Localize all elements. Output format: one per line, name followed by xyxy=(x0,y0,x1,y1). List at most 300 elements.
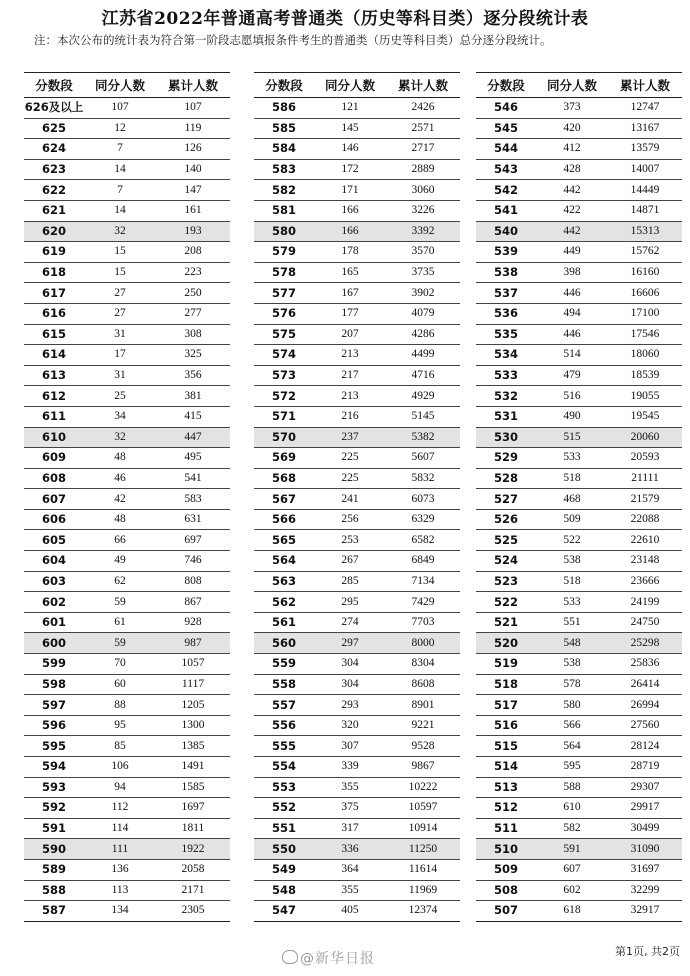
score-cell: 618 xyxy=(24,262,84,283)
cumulative-cell: 11969 xyxy=(386,880,460,901)
score-cell: 596 xyxy=(24,715,84,736)
cumulative-cell: 16606 xyxy=(608,283,682,304)
cumulative-cell: 1205 xyxy=(156,695,230,716)
cumulative-cell: 8304 xyxy=(386,654,460,675)
score-table-2 xyxy=(254,72,460,922)
same-count-cell: 442 xyxy=(536,180,608,201)
score-cell: 616 xyxy=(24,303,84,324)
same-count-cell: 166 xyxy=(314,200,386,221)
table-row xyxy=(476,612,682,633)
header-score: 分数段 xyxy=(254,73,314,98)
cumulative-cell: 19055 xyxy=(608,386,682,407)
header-score: 分数段 xyxy=(24,73,84,98)
same-count-cell: 267 xyxy=(314,551,386,572)
score-cell: 539 xyxy=(476,242,536,263)
cumulative-cell: 193 xyxy=(156,221,230,242)
table-row xyxy=(254,633,460,654)
score-cell: 570 xyxy=(254,427,314,448)
cumulative-cell: 30499 xyxy=(608,818,682,839)
cumulative-cell: 11614 xyxy=(386,859,460,880)
cumulative-cell: 3392 xyxy=(386,221,460,242)
cumulative-cell: 22610 xyxy=(608,530,682,551)
page-title: 江苏省2022年普通高考普通类（历史等科目类）逐分段统计表 xyxy=(101,9,589,29)
same-count-cell: 582 xyxy=(536,818,608,839)
same-count-cell: 134 xyxy=(84,901,156,922)
table-row xyxy=(254,880,460,901)
table-row xyxy=(24,612,230,633)
score-table-1 xyxy=(24,72,230,922)
table-row xyxy=(254,551,460,572)
cumulative-cell: 928 xyxy=(156,612,230,633)
same-count-cell: 48 xyxy=(84,509,156,530)
table-row xyxy=(254,468,460,489)
same-count-cell: 62 xyxy=(84,571,156,592)
same-count-cell: 177 xyxy=(314,303,386,324)
same-count-cell: 373 xyxy=(536,98,608,119)
same-count-cell: 167 xyxy=(314,283,386,304)
same-count-cell: 602 xyxy=(536,880,608,901)
score-cell: 623 xyxy=(24,159,84,180)
same-count-cell: 516 xyxy=(536,386,608,407)
table-row xyxy=(24,551,230,572)
same-count-cell: 285 xyxy=(314,571,386,592)
table-row xyxy=(24,798,230,819)
cumulative-cell: 2171 xyxy=(156,880,230,901)
cumulative-cell: 17100 xyxy=(608,303,682,324)
same-count-cell: 12 xyxy=(84,118,156,139)
cumulative-cell: 5382 xyxy=(386,427,460,448)
same-count-cell: 578 xyxy=(536,674,608,695)
table-row xyxy=(476,633,682,654)
score-cell: 566 xyxy=(254,509,314,530)
score-cell: 549 xyxy=(254,859,314,880)
same-count-cell: 490 xyxy=(536,406,608,427)
same-count-cell: 293 xyxy=(314,695,386,716)
table-row xyxy=(476,880,682,901)
table-row xyxy=(254,365,460,386)
score-cell: 558 xyxy=(254,674,314,695)
score-cell: 606 xyxy=(24,509,84,530)
score-cell: 624 xyxy=(24,139,84,160)
cumulative-cell: 25836 xyxy=(608,654,682,675)
table-row xyxy=(476,406,682,427)
score-cell: 522 xyxy=(476,592,536,613)
watermark: @新华日报 xyxy=(300,951,375,967)
score-cell: 551 xyxy=(254,818,314,839)
same-count-cell: 355 xyxy=(314,777,386,798)
score-cell: 515 xyxy=(476,736,536,757)
cumulative-cell: 8901 xyxy=(386,695,460,716)
cumulative-cell: 697 xyxy=(156,530,230,551)
score-cell: 622 xyxy=(24,180,84,201)
table-row xyxy=(476,139,682,160)
score-cell: 528 xyxy=(476,468,536,489)
table-row xyxy=(254,427,460,448)
table-row xyxy=(476,98,682,119)
cumulative-cell: 2058 xyxy=(156,859,230,880)
table-row xyxy=(24,571,230,592)
same-count-cell: 595 xyxy=(536,757,608,778)
cumulative-cell: 25298 xyxy=(608,633,682,654)
same-count-cell: 618 xyxy=(536,901,608,922)
score-cell: 512 xyxy=(476,798,536,819)
same-count-cell: 216 xyxy=(314,406,386,427)
same-count-cell: 114 xyxy=(84,818,156,839)
header-cumulative: 累计人数 xyxy=(608,73,682,98)
table-row xyxy=(476,283,682,304)
score-cell: 603 xyxy=(24,571,84,592)
table-row xyxy=(476,551,682,572)
same-count-cell: 533 xyxy=(536,448,608,469)
cumulative-cell: 8000 xyxy=(386,633,460,654)
score-cell: 591 xyxy=(24,818,84,839)
same-count-cell: 428 xyxy=(536,159,608,180)
table-row xyxy=(254,530,460,551)
same-count-cell: 580 xyxy=(536,695,608,716)
score-cell: 607 xyxy=(24,489,84,510)
score-cell: 559 xyxy=(254,654,314,675)
table-row xyxy=(24,139,230,160)
score-cell: 520 xyxy=(476,633,536,654)
same-count-cell: 32 xyxy=(84,221,156,242)
same-count-cell: 14 xyxy=(84,159,156,180)
score-cell: 542 xyxy=(476,180,536,201)
same-count-cell: 60 xyxy=(84,674,156,695)
cumulative-cell: 5607 xyxy=(386,448,460,469)
same-count-cell: 307 xyxy=(314,736,386,757)
table-row xyxy=(254,303,460,324)
table-row xyxy=(476,695,682,716)
cumulative-cell: 14007 xyxy=(608,159,682,180)
cumulative-cell: 9867 xyxy=(386,757,460,778)
same-count-cell: 61 xyxy=(84,612,156,633)
same-count-cell: 295 xyxy=(314,592,386,613)
score-cell: 609 xyxy=(24,448,84,469)
cumulative-cell: 32299 xyxy=(608,880,682,901)
same-count-cell: 17 xyxy=(84,345,156,366)
cumulative-cell: 1057 xyxy=(156,654,230,675)
score-cell: 564 xyxy=(254,551,314,572)
score-cell: 544 xyxy=(476,139,536,160)
cumulative-cell: 12747 xyxy=(608,98,682,119)
score-cell: 545 xyxy=(476,118,536,139)
same-count-cell: 7 xyxy=(84,139,156,160)
table-row xyxy=(254,283,460,304)
table-row xyxy=(476,159,682,180)
same-count-cell: 207 xyxy=(314,324,386,345)
cumulative-cell: 31697 xyxy=(608,859,682,880)
cumulative-cell: 12374 xyxy=(386,901,460,922)
table-row xyxy=(476,200,682,221)
same-count-cell: 564 xyxy=(536,736,608,757)
score-cell: 613 xyxy=(24,365,84,386)
score-cell: 510 xyxy=(476,839,536,860)
same-count-cell: 32 xyxy=(84,427,156,448)
table-row xyxy=(24,839,230,860)
same-count-cell: 588 xyxy=(536,777,608,798)
cumulative-cell: 28719 xyxy=(608,757,682,778)
score-cell: 573 xyxy=(254,365,314,386)
cumulative-cell: 6329 xyxy=(386,509,460,530)
table-row xyxy=(476,262,682,283)
score-cell: 584 xyxy=(254,139,314,160)
table-row xyxy=(24,427,230,448)
cumulative-cell: 381 xyxy=(156,386,230,407)
table-row xyxy=(24,757,230,778)
score-cell: 513 xyxy=(476,777,536,798)
cumulative-cell: 10597 xyxy=(386,798,460,819)
cumulative-cell: 7429 xyxy=(386,592,460,613)
score-cell: 587 xyxy=(24,901,84,922)
table-row xyxy=(476,736,682,757)
score-cell: 599 xyxy=(24,654,84,675)
score-cell: 574 xyxy=(254,345,314,366)
same-count-cell: 297 xyxy=(314,633,386,654)
same-count-cell: 339 xyxy=(314,757,386,778)
same-count-cell: 59 xyxy=(84,592,156,613)
table-row xyxy=(254,98,460,119)
same-count-cell: 237 xyxy=(314,427,386,448)
same-count-cell: 446 xyxy=(536,324,608,345)
score-cell: 601 xyxy=(24,612,84,633)
score-cell: 621 xyxy=(24,200,84,221)
same-count-cell: 46 xyxy=(84,468,156,489)
table-row xyxy=(476,674,682,695)
cumulative-cell: 1300 xyxy=(156,715,230,736)
table-row xyxy=(24,159,230,180)
score-cell: 617 xyxy=(24,283,84,304)
table-row xyxy=(24,448,230,469)
score-cell: 602 xyxy=(24,592,84,613)
table-row xyxy=(24,859,230,880)
same-count-cell: 178 xyxy=(314,242,386,263)
score-cell: 614 xyxy=(24,345,84,366)
table-row xyxy=(476,365,682,386)
same-count-cell: 94 xyxy=(84,777,156,798)
cumulative-cell: 3570 xyxy=(386,242,460,263)
same-count-cell: 88 xyxy=(84,695,156,716)
table-row xyxy=(24,118,230,139)
cumulative-cell: 631 xyxy=(156,509,230,530)
table-row xyxy=(476,901,682,922)
same-count-cell: 107 xyxy=(84,98,156,119)
same-count-cell: 113 xyxy=(84,880,156,901)
table-row xyxy=(24,674,230,695)
cumulative-cell: 147 xyxy=(156,180,230,201)
same-count-cell: 70 xyxy=(84,654,156,675)
score-cell: 592 xyxy=(24,798,84,819)
score-table-3 xyxy=(476,72,682,922)
score-cell: 585 xyxy=(254,118,314,139)
table-row xyxy=(24,530,230,551)
cumulative-cell: 5832 xyxy=(386,468,460,489)
same-count-cell: 355 xyxy=(314,880,386,901)
same-count-cell: 468 xyxy=(536,489,608,510)
score-cell: 557 xyxy=(254,695,314,716)
table-row xyxy=(24,406,230,427)
cumulative-cell: 20060 xyxy=(608,427,682,448)
same-count-cell: 59 xyxy=(84,633,156,654)
table-row xyxy=(254,612,460,633)
score-cell: 611 xyxy=(24,406,84,427)
table-row xyxy=(476,818,682,839)
score-cell: 560 xyxy=(254,633,314,654)
cumulative-cell: 1585 xyxy=(156,777,230,798)
score-cell: 555 xyxy=(254,736,314,757)
cumulative-cell: 1385 xyxy=(156,736,230,757)
score-cell: 548 xyxy=(254,880,314,901)
same-count-cell: 607 xyxy=(536,859,608,880)
score-cell: 575 xyxy=(254,324,314,345)
score-cell: 563 xyxy=(254,571,314,592)
table-row xyxy=(476,715,682,736)
score-cell: 594 xyxy=(24,757,84,778)
score-cell: 553 xyxy=(254,777,314,798)
cumulative-cell: 32917 xyxy=(608,901,682,922)
score-cell: 552 xyxy=(254,798,314,819)
cumulative-cell: 21579 xyxy=(608,489,682,510)
same-count-cell: 364 xyxy=(314,859,386,880)
score-cell: 511 xyxy=(476,818,536,839)
score-cell: 507 xyxy=(476,901,536,922)
same-count-cell: 420 xyxy=(536,118,608,139)
same-count-cell: 241 xyxy=(314,489,386,510)
cumulative-cell: 1697 xyxy=(156,798,230,819)
page-footer xyxy=(0,940,690,976)
cumulative-cell: 2889 xyxy=(386,159,460,180)
table-row xyxy=(476,345,682,366)
cumulative-cell: 6073 xyxy=(386,489,460,510)
cumulative-cell: 3902 xyxy=(386,283,460,304)
cumulative-cell: 17546 xyxy=(608,324,682,345)
cumulative-cell: 415 xyxy=(156,406,230,427)
table-row xyxy=(24,489,230,510)
cumulative-cell: 21111 xyxy=(608,468,682,489)
score-cell: 523 xyxy=(476,571,536,592)
table-row xyxy=(24,777,230,798)
score-cell: 540 xyxy=(476,221,536,242)
same-count-cell: 213 xyxy=(314,345,386,366)
cumulative-cell: 28124 xyxy=(608,736,682,757)
score-cell: 620 xyxy=(24,221,84,242)
table-row xyxy=(254,406,460,427)
table-row xyxy=(24,715,230,736)
same-count-cell: 518 xyxy=(536,468,608,489)
cumulative-cell: 23666 xyxy=(608,571,682,592)
table-row xyxy=(254,242,460,263)
cumulative-cell: 20593 xyxy=(608,448,682,469)
table-row xyxy=(254,262,460,283)
same-count-cell: 522 xyxy=(536,530,608,551)
score-cell: 604 xyxy=(24,551,84,572)
table-row xyxy=(254,180,460,201)
cumulative-cell: 1811 xyxy=(156,818,230,839)
score-cell: 626及以上 xyxy=(24,98,84,119)
table-row xyxy=(476,303,682,324)
same-count-cell: 213 xyxy=(314,386,386,407)
table-row xyxy=(476,654,682,675)
score-cell: 615 xyxy=(24,324,84,345)
table-row xyxy=(254,654,460,675)
score-cell: 565 xyxy=(254,530,314,551)
score-cell: 521 xyxy=(476,612,536,633)
table-row xyxy=(476,530,682,551)
table-row xyxy=(24,324,230,345)
table-row xyxy=(476,448,682,469)
score-cell: 509 xyxy=(476,859,536,880)
same-count-cell: 405 xyxy=(314,901,386,922)
same-count-cell: 106 xyxy=(84,757,156,778)
cumulative-cell: 9221 xyxy=(386,715,460,736)
same-count-cell: 15 xyxy=(84,242,156,263)
table-row xyxy=(476,386,682,407)
cumulative-cell: 161 xyxy=(156,200,230,221)
same-count-cell: 217 xyxy=(314,365,386,386)
table-row xyxy=(254,448,460,469)
cumulative-cell: 15313 xyxy=(608,221,682,242)
same-count-cell: 320 xyxy=(314,715,386,736)
table-row xyxy=(24,200,230,221)
score-cell: 612 xyxy=(24,386,84,407)
cumulative-cell: 19545 xyxy=(608,406,682,427)
table-row xyxy=(254,345,460,366)
cumulative-cell: 447 xyxy=(156,427,230,448)
table-row xyxy=(254,489,460,510)
same-count-cell: 509 xyxy=(536,509,608,530)
header-cumulative: 累计人数 xyxy=(156,73,230,98)
cumulative-cell: 223 xyxy=(156,262,230,283)
cumulative-cell: 126 xyxy=(156,139,230,160)
same-count-cell: 146 xyxy=(314,139,386,160)
header-same-count: 同分人数 xyxy=(314,73,386,98)
score-cell: 581 xyxy=(254,200,314,221)
table-row xyxy=(254,324,460,345)
score-cell: 535 xyxy=(476,324,536,345)
cumulative-cell: 7134 xyxy=(386,571,460,592)
table-row xyxy=(24,818,230,839)
same-count-cell: 34 xyxy=(84,406,156,427)
cumulative-cell: 867 xyxy=(156,592,230,613)
score-cell: 593 xyxy=(24,777,84,798)
same-count-cell: 136 xyxy=(84,859,156,880)
cumulative-cell: 1117 xyxy=(156,674,230,695)
table-row xyxy=(476,324,682,345)
same-count-cell: 31 xyxy=(84,324,156,345)
cumulative-cell: 808 xyxy=(156,571,230,592)
weibo-icon xyxy=(282,950,298,964)
table-row xyxy=(476,221,682,242)
score-cell: 625 xyxy=(24,118,84,139)
cumulative-cell: 1491 xyxy=(156,757,230,778)
score-cell: 543 xyxy=(476,159,536,180)
score-cell: 531 xyxy=(476,406,536,427)
same-count-cell: 225 xyxy=(314,468,386,489)
score-cell: 572 xyxy=(254,386,314,407)
same-count-cell: 256 xyxy=(314,509,386,530)
cumulative-cell: 308 xyxy=(156,324,230,345)
cumulative-cell: 10222 xyxy=(386,777,460,798)
table-row xyxy=(254,571,460,592)
same-count-cell: 566 xyxy=(536,715,608,736)
score-cell: 578 xyxy=(254,262,314,283)
score-cell: 516 xyxy=(476,715,536,736)
cumulative-cell: 2426 xyxy=(386,98,460,119)
cumulative-cell: 26414 xyxy=(608,674,682,695)
same-count-cell: 121 xyxy=(314,98,386,119)
score-cell: 518 xyxy=(476,674,536,695)
cumulative-cell: 11250 xyxy=(386,839,460,860)
same-count-cell: 25 xyxy=(84,386,156,407)
